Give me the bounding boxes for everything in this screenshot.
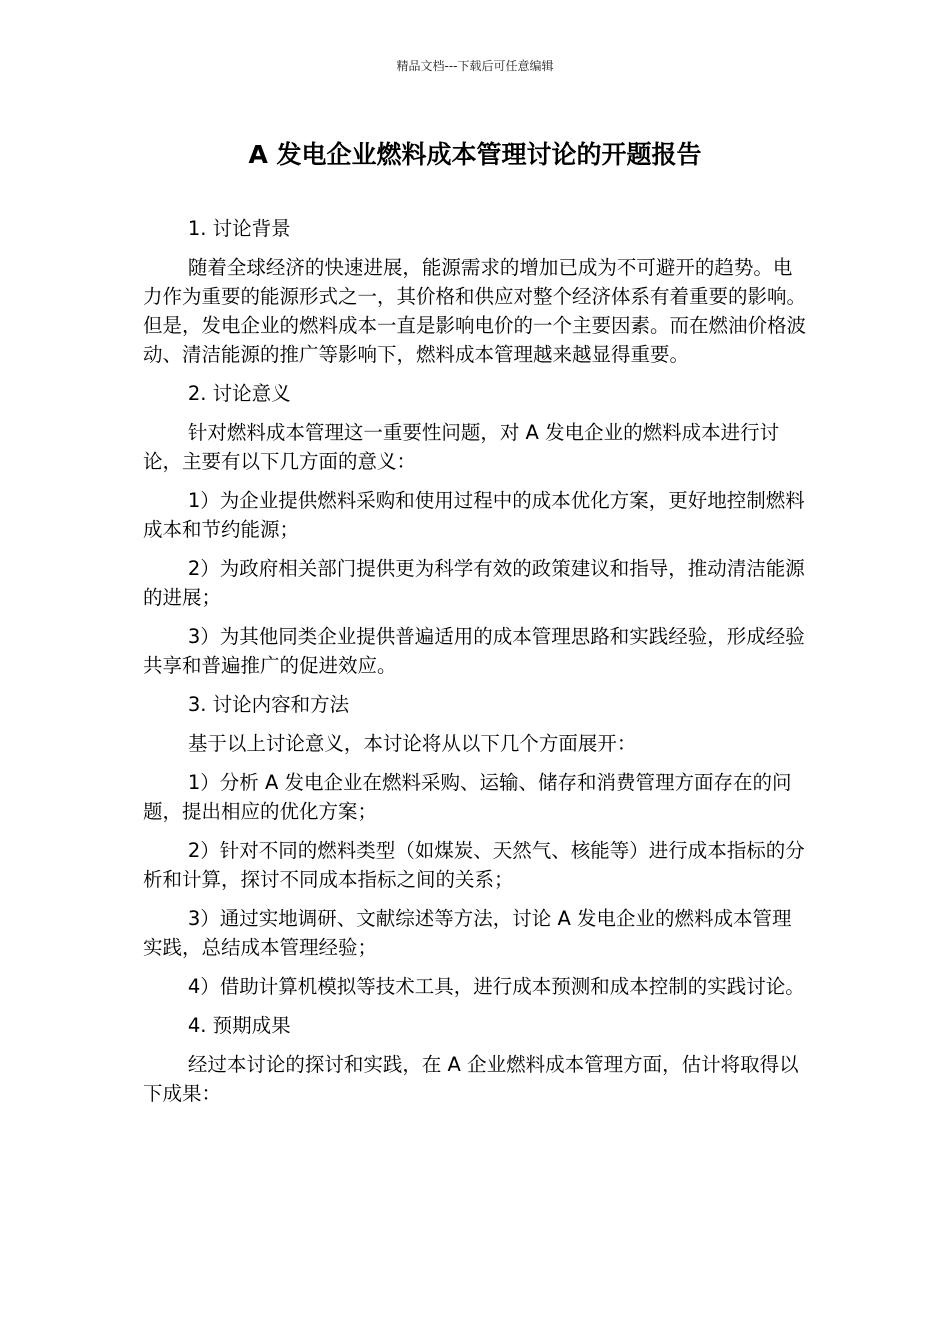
- list-item: 2）为政府相关部门提供更为科学有效的政策建议和指导，推动清洁能源的进展；: [143, 557, 805, 609]
- list-item: 1）为企业提供燃料采购和使用过程中的成本优化方案，更好地控制燃料成本和节约能源；: [143, 489, 805, 541]
- paragraph: 经过本讨论的探讨和实践，在 A 企业燃料成本管理方面，估计将取得以下成果：: [143, 1053, 799, 1105]
- list-item: 3）通过实地调研、文献综述等方法，讨论 A 发电企业的燃料成本管理实践，总结成本管理经验；: [143, 907, 792, 959]
- section-content-methods: [143, 690, 808, 1001]
- document-title: A 发电企业燃料成本管理讨论的开题报告: [248, 140, 702, 169]
- document-body: [143, 214, 808, 1118]
- paragraph: 随着全球经济的快速进展，能源需求的增加已成为不可避开的趋势。电力作为重要的能源形式之一，其价格和供应对整个经济体系有着重要的影响。但是，发电企业的燃料成本一直是影响电价的一个主要因素。而在燃油价格波动、清洁能源的推广等影响下，燃料成本管理越来越显得重要。: [143, 256, 807, 366]
- list-item: 1）分析 A 发电企业在燃料采购、运输、储存和消费管理方面存在的问题，提出相应的优化方案；: [143, 771, 792, 823]
- paragraph: 针对燃料成本管理这一重要性问题，对 A 发电企业的燃料成本进行讨论，主要有以下几方面的意义：: [143, 421, 780, 473]
- list-item: 3）为其他同类企业提供普遍适用的成本管理思路和实践经验，形成经验共享和普遍推广的促进效应。: [143, 625, 805, 677]
- header-note: 精品文档---下载后可任意编辑: [396, 59, 554, 73]
- paragraph: 基于以上讨论意义，本讨论将从以下几个方面展开：: [187, 732, 637, 755]
- section-heading: 2. 讨论意义: [187, 382, 291, 405]
- section-expected-results: [143, 1011, 808, 1108]
- section-significance: [143, 379, 808, 680]
- section-heading: 1. 讨论背景: [187, 217, 291, 240]
- list-item: 2）针对不同的燃料类型（如煤炭、天然气、核能等）进行成本指标的分析和计算，探讨不同成本指标之间的关系；: [143, 839, 805, 891]
- section-heading: 4. 预期成果: [187, 1014, 291, 1037]
- section-background: [143, 214, 808, 369]
- list-item: 4）借助计算机模拟等技术工具，进行成本预测和成本控制的实践讨论。: [187, 975, 805, 998]
- section-heading: 3. 讨论内容和方法: [187, 693, 350, 716]
